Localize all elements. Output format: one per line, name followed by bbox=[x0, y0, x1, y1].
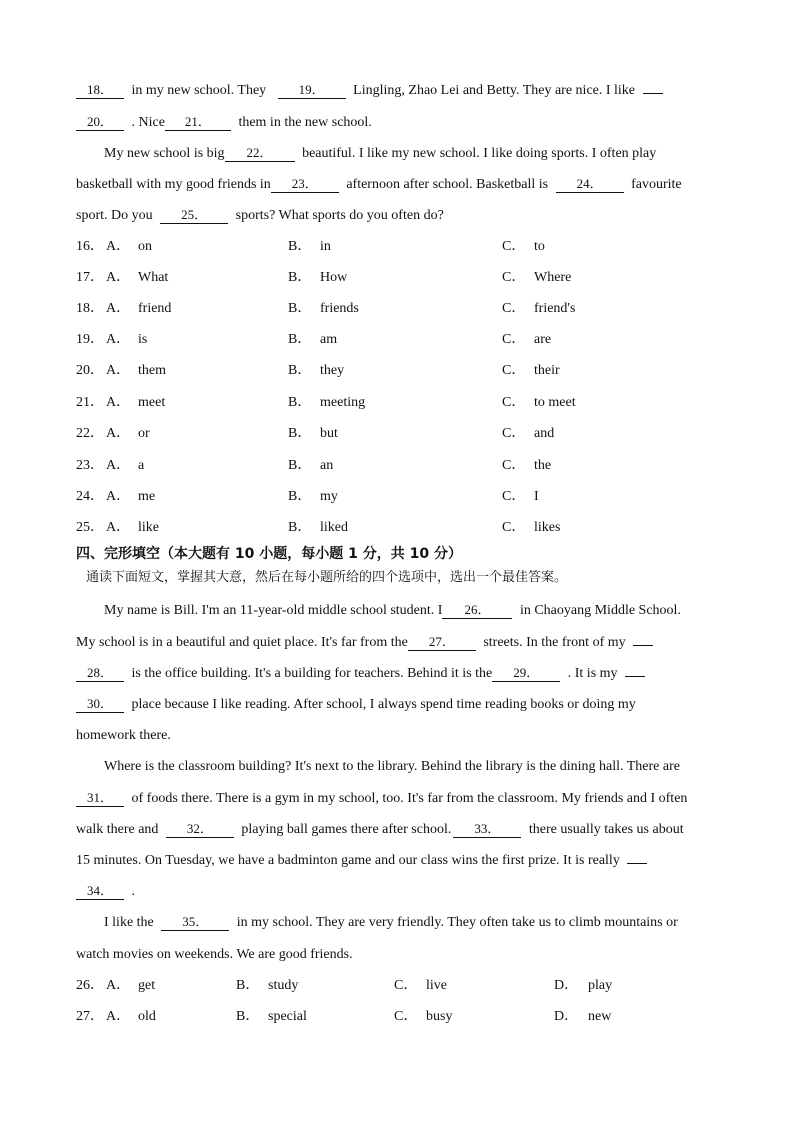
question-number: 20． bbox=[76, 363, 104, 378]
question-number: 18． bbox=[76, 301, 104, 316]
blank-30[interactable]: 30． bbox=[76, 696, 124, 713]
blank-21[interactable]: 21． bbox=[165, 114, 231, 131]
option-b[interactable]: am bbox=[320, 332, 338, 347]
passage-text: watch movies on weekends. We are good friends. bbox=[76, 947, 353, 962]
question-row bbox=[76, 299, 726, 319]
blank-24[interactable]: 24． bbox=[556, 176, 624, 193]
option-label: A． bbox=[106, 520, 131, 535]
blank-30-lead bbox=[625, 676, 645, 677]
option-a[interactable]: them bbox=[138, 363, 166, 378]
blank-26[interactable]: 26． bbox=[442, 602, 512, 619]
option-label: B． bbox=[288, 332, 312, 347]
question-number: 17． bbox=[76, 270, 104, 285]
option-label: C． bbox=[394, 1009, 418, 1024]
option-c[interactable]: and bbox=[534, 426, 555, 441]
option-a[interactable]: like bbox=[138, 520, 159, 535]
passage-text: them in the new school. bbox=[238, 115, 372, 130]
option-label: B． bbox=[288, 520, 312, 535]
option-c[interactable]: Where bbox=[534, 270, 572, 285]
option-c[interactable]: friend's bbox=[534, 301, 576, 316]
question-number: 27． bbox=[76, 1009, 104, 1024]
option-c[interactable]: live bbox=[426, 978, 447, 993]
passage-text: place because I like reading. After school, I always spend time reading books or doing my bbox=[131, 697, 636, 712]
option-label: A． bbox=[106, 332, 131, 347]
option-c[interactable]: to meet bbox=[534, 395, 576, 410]
blank-18[interactable]: 18． bbox=[76, 82, 124, 99]
blank-19[interactable]: 19． bbox=[278, 82, 346, 99]
passage-text: I like the bbox=[104, 915, 154, 930]
passage1-line bbox=[104, 144, 754, 164]
question-row bbox=[76, 237, 726, 257]
passage1-line bbox=[76, 206, 726, 226]
passage2-line bbox=[76, 695, 726, 715]
passage-text: . It is my bbox=[567, 666, 618, 681]
option-c[interactable]: likes bbox=[534, 520, 561, 535]
passage2-line bbox=[76, 633, 726, 653]
option-label: D． bbox=[554, 978, 579, 993]
option-c[interactable]: their bbox=[534, 363, 560, 378]
question-row bbox=[76, 518, 726, 538]
option-b[interactable]: my bbox=[320, 489, 338, 504]
blank-25[interactable]: 25． bbox=[160, 207, 228, 224]
option-label: D． bbox=[554, 1009, 579, 1024]
option-label: B． bbox=[236, 978, 260, 993]
option-label: B． bbox=[288, 395, 312, 410]
section-instruction: 通读下面短文，掌握其大意，然后在每小题所给的四个选项中，选出一个最佳答案。 bbox=[86, 570, 568, 585]
passage-text: . Nice bbox=[131, 115, 165, 130]
blank-31[interactable]: 31． bbox=[76, 790, 124, 807]
passage-text: My school is in a beautiful and quiet place. It's far from the bbox=[76, 635, 408, 650]
question-row bbox=[76, 361, 726, 381]
option-d[interactable]: new bbox=[588, 1009, 612, 1024]
question-number: 25． bbox=[76, 520, 104, 535]
passage2-line bbox=[76, 851, 726, 871]
blank-23[interactable]: 23． bbox=[271, 176, 339, 193]
passage-text: in my school. They are very friendly. They often take us to climb mountains or bbox=[236, 915, 678, 930]
option-label: C． bbox=[502, 363, 526, 378]
option-label: C． bbox=[502, 426, 526, 441]
passage-text: basketball with my good friends in bbox=[76, 177, 271, 192]
question-row bbox=[76, 487, 726, 507]
option-label: C． bbox=[502, 395, 526, 410]
blank-20[interactable]: 20． bbox=[76, 114, 124, 131]
option-label: C． bbox=[502, 332, 526, 347]
blank-33[interactable]: 33． bbox=[453, 821, 521, 838]
option-d[interactable]: play bbox=[588, 978, 613, 993]
option-label: B． bbox=[288, 270, 312, 285]
question-number: 26． bbox=[76, 978, 104, 993]
passage-text: Where is the classroom building? It's next to the library. Behind the library is the dining hall. There are bbox=[104, 759, 680, 774]
option-a[interactable]: is bbox=[138, 332, 148, 347]
option-label: C． bbox=[502, 458, 526, 473]
option-a[interactable]: friend bbox=[138, 301, 172, 316]
question-row bbox=[76, 424, 726, 444]
passage-text: sport. Do you bbox=[76, 208, 153, 223]
option-label: A． bbox=[106, 458, 131, 473]
option-b[interactable]: in bbox=[320, 239, 331, 254]
passage1-line bbox=[76, 81, 726, 101]
passage-text: afternoon after school. Basketball is bbox=[346, 177, 549, 192]
passage-text: . bbox=[131, 884, 135, 899]
passage2-line bbox=[76, 664, 726, 684]
passage1-line bbox=[76, 113, 726, 133]
option-label: B． bbox=[288, 239, 312, 254]
option-label: C． bbox=[502, 520, 526, 535]
option-b[interactable]: liked bbox=[320, 520, 348, 535]
option-c[interactable]: to bbox=[534, 239, 545, 254]
blank-28-lead bbox=[633, 645, 653, 646]
option-c[interactable]: are bbox=[534, 332, 552, 347]
passage-text: homework there. bbox=[76, 728, 171, 743]
option-label: B． bbox=[288, 458, 312, 473]
option-label: B． bbox=[236, 1009, 260, 1024]
option-a[interactable]: or bbox=[138, 426, 150, 441]
passage2-line bbox=[76, 789, 726, 809]
option-label: B． bbox=[288, 426, 312, 441]
passage-text: playing ball games there after school. bbox=[241, 822, 452, 837]
question-number: 23． bbox=[76, 458, 104, 473]
passage1-line bbox=[76, 175, 726, 195]
option-label: C． bbox=[502, 270, 526, 285]
passage-text: sports? What sports do you often do? bbox=[235, 208, 444, 223]
option-label: A． bbox=[106, 363, 131, 378]
blank-32[interactable]: 32． bbox=[166, 821, 234, 838]
passage2-line bbox=[104, 601, 754, 621]
option-label: A． bbox=[106, 978, 131, 993]
passage-text: in my new school. They bbox=[131, 83, 267, 98]
blank-28[interactable]: 28． bbox=[76, 665, 124, 682]
option-c[interactable]: the bbox=[534, 458, 552, 473]
option-label: C． bbox=[394, 978, 418, 993]
option-label: B． bbox=[288, 301, 312, 316]
passage2-line bbox=[104, 757, 754, 777]
blank-34[interactable]: 34． bbox=[76, 883, 124, 900]
option-label: A． bbox=[106, 395, 131, 410]
passage2-line bbox=[104, 913, 754, 933]
option-label: C． bbox=[502, 301, 526, 316]
question-number: 16． bbox=[76, 239, 104, 254]
option-a[interactable]: a bbox=[138, 458, 145, 473]
passage-text: favourite bbox=[631, 177, 682, 192]
question-row bbox=[76, 976, 726, 996]
passage-text: 15 minutes. On Tuesday, we have a badminton game and our class wins the first prize. It is really bbox=[76, 853, 620, 868]
section-title: 四、完形填空（本大题有 10 小题，每小题 1 分，共 10 分） bbox=[76, 546, 462, 562]
option-b[interactable]: an bbox=[320, 458, 334, 473]
passage-text: walk there and bbox=[76, 822, 159, 837]
blank-34-lead bbox=[627, 863, 647, 864]
question-row bbox=[76, 456, 726, 476]
option-c[interactable]: I bbox=[534, 489, 539, 504]
question-row bbox=[76, 268, 726, 288]
option-label: C． bbox=[502, 239, 526, 254]
option-b[interactable]: study bbox=[268, 978, 299, 993]
option-a[interactable]: What bbox=[138, 270, 169, 285]
question-row bbox=[76, 393, 726, 413]
option-a[interactable]: on bbox=[138, 239, 152, 254]
option-label: A． bbox=[106, 489, 131, 504]
option-b[interactable]: friends bbox=[320, 301, 359, 316]
passage-text: of foods there. There is a gym in my school, too. It's far from the classroom. My friends and I often bbox=[131, 791, 688, 806]
blank-27[interactable]: 27． bbox=[408, 634, 476, 651]
blank-35[interactable]: 35． bbox=[161, 914, 229, 931]
option-label: A． bbox=[106, 270, 131, 285]
option-label: B． bbox=[288, 489, 312, 504]
passage2-line bbox=[76, 820, 726, 840]
passage-text: is the office building. It's a building for teachers. Behind it is the bbox=[131, 666, 493, 681]
option-label: A． bbox=[106, 301, 131, 316]
passage-text: streets. In the front of my bbox=[483, 635, 626, 650]
option-c[interactable]: busy bbox=[426, 1009, 453, 1024]
option-a[interactable]: get bbox=[138, 978, 156, 993]
question-number: 24． bbox=[76, 489, 104, 504]
question-number: 21． bbox=[76, 395, 104, 410]
question-row bbox=[76, 330, 726, 350]
option-b[interactable]: but bbox=[320, 426, 338, 441]
question-number: 22． bbox=[76, 426, 104, 441]
passage-text: My new school is big bbox=[104, 146, 225, 161]
option-b[interactable]: meeting bbox=[320, 395, 366, 410]
option-label: A． bbox=[106, 239, 131, 254]
option-a[interactable]: meet bbox=[138, 395, 166, 410]
blank-20-lead bbox=[643, 93, 663, 94]
passage2-line bbox=[76, 726, 726, 746]
option-a[interactable]: old bbox=[138, 1009, 156, 1024]
blank-29[interactable]: 29． bbox=[492, 665, 560, 682]
option-b[interactable]: they bbox=[320, 363, 345, 378]
option-label: A． bbox=[106, 1009, 131, 1024]
option-b[interactable]: special bbox=[268, 1009, 307, 1024]
passage-text: in Chaoyang Middle School. bbox=[519, 603, 681, 618]
passage-text: Lingling, Zhao Lei and Betty. They are nice. I like bbox=[353, 83, 636, 98]
passage-text: beautiful. I like my new school. I like doing sports. I often play bbox=[302, 146, 657, 161]
passage-text: My name is Bill. I'm an 11-year-old middle school student. I bbox=[104, 603, 443, 618]
option-b[interactable]: How bbox=[320, 270, 348, 285]
option-label: B． bbox=[288, 363, 312, 378]
option-a[interactable]: me bbox=[138, 489, 156, 504]
question-row bbox=[76, 1007, 726, 1027]
question-number: 19． bbox=[76, 332, 104, 347]
passage2-line bbox=[76, 882, 726, 902]
option-label: C． bbox=[502, 489, 526, 504]
passage-text: there usually takes us about bbox=[528, 822, 684, 837]
blank-22[interactable]: 22． bbox=[225, 145, 295, 162]
option-label: A． bbox=[106, 426, 131, 441]
passage2-line bbox=[76, 945, 726, 965]
